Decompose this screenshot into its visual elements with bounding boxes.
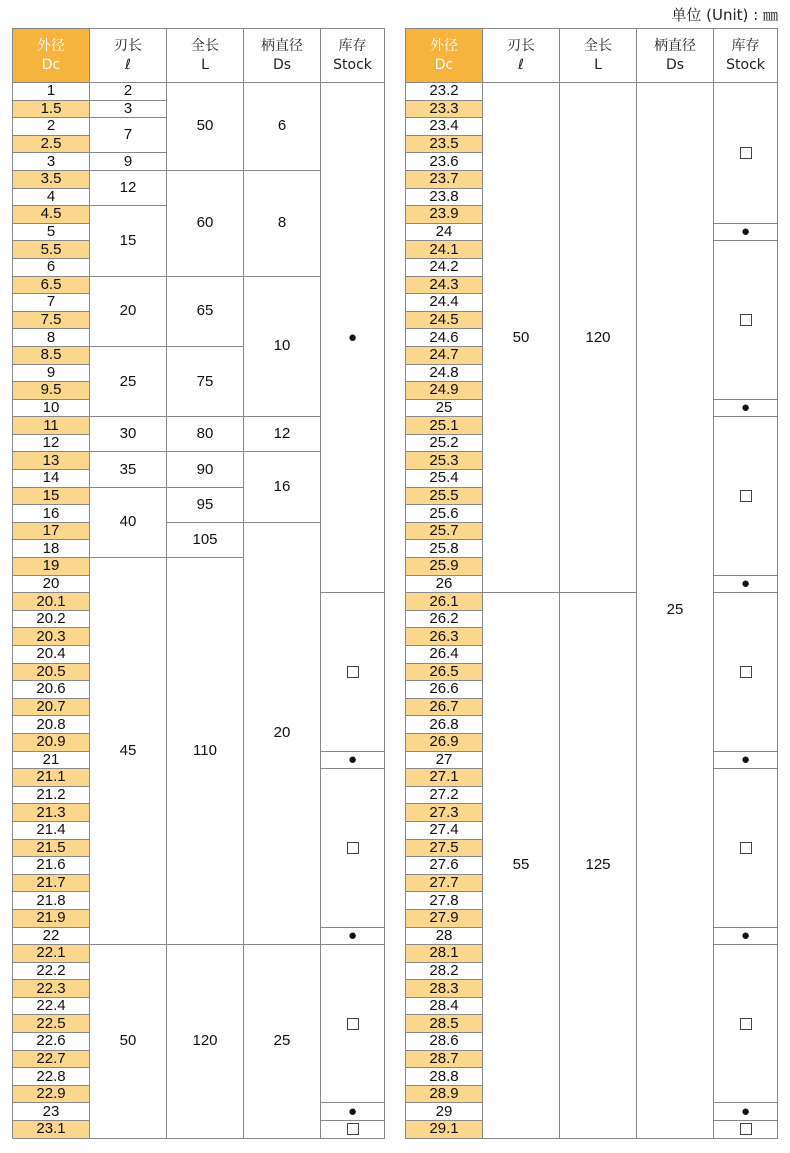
l-cell: 15 — [90, 206, 167, 276]
dc-cell: 22.2 — [13, 962, 90, 980]
dc-cell: 23.4 — [406, 118, 483, 136]
dc-cell: 22.8 — [13, 1068, 90, 1086]
ds-cell: 10 — [244, 276, 321, 417]
l-cell: 7 — [90, 118, 167, 153]
dc-cell: 25.2 — [406, 434, 483, 452]
dc-cell: 6.5 — [13, 276, 90, 294]
l-cell: 50 — [90, 945, 167, 1139]
header-L — [560, 29, 637, 83]
dc-cell: 27.9 — [406, 909, 483, 927]
l-cell: 45 — [90, 558, 167, 945]
header-ds — [244, 29, 321, 83]
l-cell: 55 — [483, 593, 560, 1138]
header-stock — [714, 29, 778, 83]
spec-table-right — [405, 28, 778, 1139]
made-to-order-box-icon — [347, 842, 359, 854]
dc-cell: 20.7 — [13, 698, 90, 716]
made-to-order-box-icon — [347, 666, 359, 678]
total-length-cell: 110 — [167, 558, 244, 945]
header-L-en: L — [201, 56, 209, 73]
dc-cell: 20.4 — [13, 646, 90, 664]
stock-cell-in-stock — [321, 83, 385, 593]
in-stock-dot-icon: ● — [740, 223, 751, 241]
header-stock — [321, 29, 385, 83]
dc-cell: 8.5 — [13, 346, 90, 364]
l-cell: 30 — [90, 417, 167, 452]
dc-cell: 8 — [13, 329, 90, 347]
dc-cell: 23.7 — [406, 170, 483, 188]
in-stock-dot-icon: ● — [740, 927, 751, 944]
total-length-cell: 65 — [167, 276, 244, 346]
dc-cell: 21.6 — [13, 857, 90, 875]
dc-cell: 3.5 — [13, 170, 90, 188]
header-row — [13, 29, 385, 83]
dc-cell: 28 — [406, 927, 483, 945]
header-l-zh: 刃长 — [114, 37, 142, 54]
table-row — [13, 83, 385, 101]
dc-cell: 5.5 — [13, 241, 90, 259]
header-L — [167, 29, 244, 83]
dc-cell: 26.2 — [406, 610, 483, 628]
dc-cell: 27.1 — [406, 769, 483, 787]
header-l-zh: 刃长 — [507, 37, 535, 54]
in-stock-dot-icon: ● — [740, 751, 751, 768]
dc-cell: 28.2 — [406, 962, 483, 980]
l-cell: 20 — [90, 276, 167, 346]
dc-cell: 28.4 — [406, 997, 483, 1015]
stock-cell-made-to-order — [321, 1121, 385, 1139]
dc-cell: 27.6 — [406, 857, 483, 875]
in-stock-dot-icon: ● — [347, 751, 358, 768]
made-to-order-box-icon — [347, 1123, 359, 1135]
dc-cell: 3 — [13, 153, 90, 171]
dc-cell: 17 — [13, 522, 90, 540]
in-stock-dot-icon: ● — [740, 575, 751, 592]
header-l-en: ℓ — [518, 56, 524, 73]
dc-cell: 25.9 — [406, 558, 483, 576]
dc-cell: 9.5 — [13, 382, 90, 400]
dc-cell: 7.5 — [13, 311, 90, 329]
dc-cell: 26.9 — [406, 733, 483, 751]
dc-cell: 1 — [13, 83, 90, 101]
dc-cell: 26.5 — [406, 663, 483, 681]
dc-cell: 12 — [13, 434, 90, 452]
total-length-cell: 125 — [560, 593, 637, 1138]
total-length-cell: 50 — [167, 83, 244, 171]
dc-cell: 22.7 — [13, 1050, 90, 1068]
dc-cell: 2.5 — [13, 135, 90, 153]
total-length-cell: 120 — [167, 945, 244, 1139]
dc-cell: 22.4 — [13, 997, 90, 1015]
l-cell: 9 — [90, 153, 167, 171]
header-l-en: ℓ — [125, 56, 131, 73]
table-row — [406, 593, 778, 611]
dc-cell: 22.1 — [13, 945, 90, 963]
l-cell: 35 — [90, 452, 167, 487]
dc-cell: 24.9 — [406, 382, 483, 400]
dc-cell: 25.3 — [406, 452, 483, 470]
made-to-order-box-icon — [740, 314, 752, 326]
header-dc — [13, 29, 90, 83]
stock-cell-in-stock — [714, 575, 778, 593]
dc-cell: 21.8 — [13, 892, 90, 910]
dc-cell: 28.5 — [406, 1015, 483, 1033]
dc-cell: 27.2 — [406, 786, 483, 804]
dc-cell: 21.5 — [13, 839, 90, 857]
header-dc-en: Dc — [434, 56, 454, 73]
dc-cell: 28.3 — [406, 980, 483, 998]
header-L-zh: 全长 — [584, 37, 612, 54]
table-header — [13, 29, 385, 83]
in-stock-dot-icon: ● — [347, 927, 358, 944]
dc-cell: 27.4 — [406, 821, 483, 839]
made-to-order-box-icon — [740, 1123, 752, 1135]
header-dc-en: Dc — [41, 56, 61, 73]
in-stock-dot-icon: ● — [347, 1102, 358, 1120]
total-length-cell: 105 — [167, 522, 244, 557]
unit-label: 单位 (Unit) : ㎜ — [671, 6, 778, 24]
in-stock-dot-icon: ● — [740, 1102, 751, 1120]
dc-cell: 23.3 — [406, 100, 483, 118]
header-stock-en: Stock — [726, 56, 765, 73]
header-dc-zh: 外径 — [430, 37, 458, 54]
dc-cell: 14 — [13, 470, 90, 488]
dc-cell: 20.9 — [13, 733, 90, 751]
stock-cell-in-stock — [321, 751, 385, 769]
table-body — [13, 83, 385, 1139]
dc-cell: 28.1 — [406, 945, 483, 963]
dc-cell: 9 — [13, 364, 90, 382]
dc-cell: 25.1 — [406, 417, 483, 435]
dc-cell: 20.2 — [13, 610, 90, 628]
dc-cell: 24.4 — [406, 294, 483, 312]
dc-cell: 23.8 — [406, 188, 483, 206]
dc-cell: 16 — [13, 505, 90, 523]
dc-cell: 26 — [406, 575, 483, 593]
header-L-en: L — [594, 56, 602, 73]
dc-cell: 28.8 — [406, 1068, 483, 1086]
dc-cell: 24 — [406, 223, 483, 241]
total-length-cell: 90 — [167, 452, 244, 487]
made-to-order-box-icon — [740, 842, 752, 854]
dc-cell: 15 — [13, 487, 90, 505]
dc-cell: 22.9 — [13, 1085, 90, 1103]
dc-cell: 20.5 — [13, 663, 90, 681]
dc-cell: 10 — [13, 399, 90, 417]
dc-cell: 20 — [13, 575, 90, 593]
dc-cell: 29.1 — [406, 1121, 483, 1139]
dc-cell: 13 — [13, 452, 90, 470]
table-row — [13, 945, 385, 963]
total-length-cell: 95 — [167, 487, 244, 522]
made-to-order-box-icon — [740, 666, 752, 678]
dc-cell: 22.6 — [13, 1033, 90, 1051]
dc-cell: 27.3 — [406, 804, 483, 822]
made-to-order-box-icon — [740, 1018, 752, 1030]
dc-cell: 24.7 — [406, 346, 483, 364]
dc-cell: 26.3 — [406, 628, 483, 646]
dc-cell: 22 — [13, 927, 90, 945]
dc-cell: 18 — [13, 540, 90, 558]
dc-cell: 27.5 — [406, 839, 483, 857]
dc-cell: 4.5 — [13, 206, 90, 224]
l-cell: 50 — [483, 83, 560, 593]
dc-cell: 26.1 — [406, 593, 483, 611]
dc-cell: 25.7 — [406, 522, 483, 540]
stock-cell-in-stock — [321, 1103, 385, 1121]
stock-cell-made-to-order — [714, 769, 778, 927]
table-header — [406, 29, 778, 83]
dc-cell: 11 — [13, 417, 90, 435]
dc-cell: 20.3 — [13, 628, 90, 646]
stock-cell-in-stock — [714, 223, 778, 241]
dc-cell: 20.6 — [13, 681, 90, 699]
dc-cell: 23.1 — [13, 1121, 90, 1139]
dc-cell: 25.4 — [406, 470, 483, 488]
dc-cell: 19 — [13, 558, 90, 576]
ds-cell: 25 — [244, 945, 321, 1139]
stock-cell-made-to-order — [714, 241, 778, 399]
header-ds-en: Ds — [272, 56, 292, 73]
ds-cell: 25 — [637, 83, 714, 1139]
dc-cell: 26.4 — [406, 646, 483, 664]
header-stock-zh: 库存 — [338, 37, 367, 54]
dc-cell: 24.1 — [406, 241, 483, 259]
l-cell: 12 — [90, 170, 167, 205]
dc-cell: 21.7 — [13, 874, 90, 892]
ds-cell: 12 — [244, 417, 321, 452]
dc-cell: 25.6 — [406, 505, 483, 523]
dc-cell: 25 — [406, 399, 483, 417]
l-cell: 3 — [90, 100, 167, 118]
dc-cell: 21.1 — [13, 769, 90, 787]
dc-cell: 27.7 — [406, 874, 483, 892]
dc-cell: 26.7 — [406, 698, 483, 716]
table-body — [406, 83, 778, 1139]
in-stock-dot-icon: ● — [740, 399, 751, 416]
header-dc-zh: 外径 — [37, 37, 65, 54]
ds-cell: 6 — [244, 83, 321, 171]
stock-cell-made-to-order — [321, 593, 385, 751]
l-cell: 2 — [90, 83, 167, 101]
ds-cell: 8 — [244, 170, 321, 276]
stock-cell-made-to-order — [321, 769, 385, 927]
dc-cell: 23.6 — [406, 153, 483, 171]
total-length-cell: 60 — [167, 170, 244, 276]
header-l — [483, 29, 560, 83]
dc-cell: 23 — [13, 1103, 90, 1121]
dc-cell: 26.8 — [406, 716, 483, 734]
dc-cell: 24.2 — [406, 258, 483, 276]
spec-table-left — [12, 28, 385, 1139]
header-ds-zh: 柄直径 — [654, 37, 696, 54]
stock-cell-made-to-order — [714, 83, 778, 224]
dc-cell: 21.2 — [13, 786, 90, 804]
stock-cell-made-to-order — [714, 593, 778, 751]
dc-cell: 23.2 — [406, 83, 483, 101]
dc-cell: 5 — [13, 223, 90, 241]
dc-cell: 21.4 — [13, 821, 90, 839]
dc-cell: 1.5 — [13, 100, 90, 118]
stock-cell-made-to-order — [714, 945, 778, 1103]
l-cell: 40 — [90, 487, 167, 557]
dc-cell: 24.6 — [406, 329, 483, 347]
dc-cell: 28.6 — [406, 1033, 483, 1051]
in-stock-dot-icon: ● — [347, 328, 358, 346]
header-L-zh: 全长 — [191, 37, 219, 54]
made-to-order-box-icon — [347, 1018, 359, 1030]
stock-cell-in-stock — [321, 927, 385, 945]
dc-cell: 4 — [13, 188, 90, 206]
dc-cell: 23.5 — [406, 135, 483, 153]
dc-cell: 20.8 — [13, 716, 90, 734]
dc-cell: 6 — [13, 258, 90, 276]
dc-cell: 21 — [13, 751, 90, 769]
header-l — [90, 29, 167, 83]
dc-cell: 25.8 — [406, 540, 483, 558]
dc-cell: 27 — [406, 751, 483, 769]
stock-cell-in-stock — [714, 1103, 778, 1121]
header-row — [406, 29, 778, 83]
ds-cell: 20 — [244, 522, 321, 944]
l-cell: 25 — [90, 346, 167, 416]
dc-cell: 20.1 — [13, 593, 90, 611]
stock-cell-made-to-order — [714, 417, 778, 575]
dc-cell: 24.8 — [406, 364, 483, 382]
header-stock-en: Stock — [333, 56, 372, 73]
header-stock-zh: 库存 — [731, 37, 760, 54]
dc-cell: 28.7 — [406, 1050, 483, 1068]
dc-cell: 21.9 — [13, 909, 90, 927]
ds-cell: 16 — [244, 452, 321, 522]
made-to-order-box-icon — [740, 490, 752, 502]
dc-cell: 22.3 — [13, 980, 90, 998]
dc-cell: 29 — [406, 1103, 483, 1121]
dc-cell: 23.9 — [406, 206, 483, 224]
dc-cell: 24.3 — [406, 276, 483, 294]
total-length-cell: 80 — [167, 417, 244, 452]
dc-cell: 28.9 — [406, 1085, 483, 1103]
dc-cell: 27.8 — [406, 892, 483, 910]
made-to-order-box-icon — [740, 147, 752, 159]
dc-cell: 24.5 — [406, 311, 483, 329]
dc-cell: 2 — [13, 118, 90, 136]
header-ds — [637, 29, 714, 83]
table-row — [406, 83, 778, 101]
dc-cell: 7 — [13, 294, 90, 312]
stock-cell-in-stock — [714, 399, 778, 417]
stock-cell-made-to-order — [714, 1121, 778, 1139]
dc-cell: 25.5 — [406, 487, 483, 505]
header-ds-en: Ds — [665, 56, 685, 73]
header-dc — [406, 29, 483, 83]
total-length-cell: 120 — [560, 83, 637, 593]
stock-cell-in-stock — [714, 751, 778, 769]
stock-cell-in-stock — [714, 927, 778, 945]
dc-cell: 22.5 — [13, 1015, 90, 1033]
dc-cell: 21.3 — [13, 804, 90, 822]
total-length-cell: 75 — [167, 346, 244, 416]
stock-cell-made-to-order — [321, 945, 385, 1103]
header-ds-zh: 柄直径 — [261, 37, 303, 54]
dc-cell: 26.6 — [406, 681, 483, 699]
